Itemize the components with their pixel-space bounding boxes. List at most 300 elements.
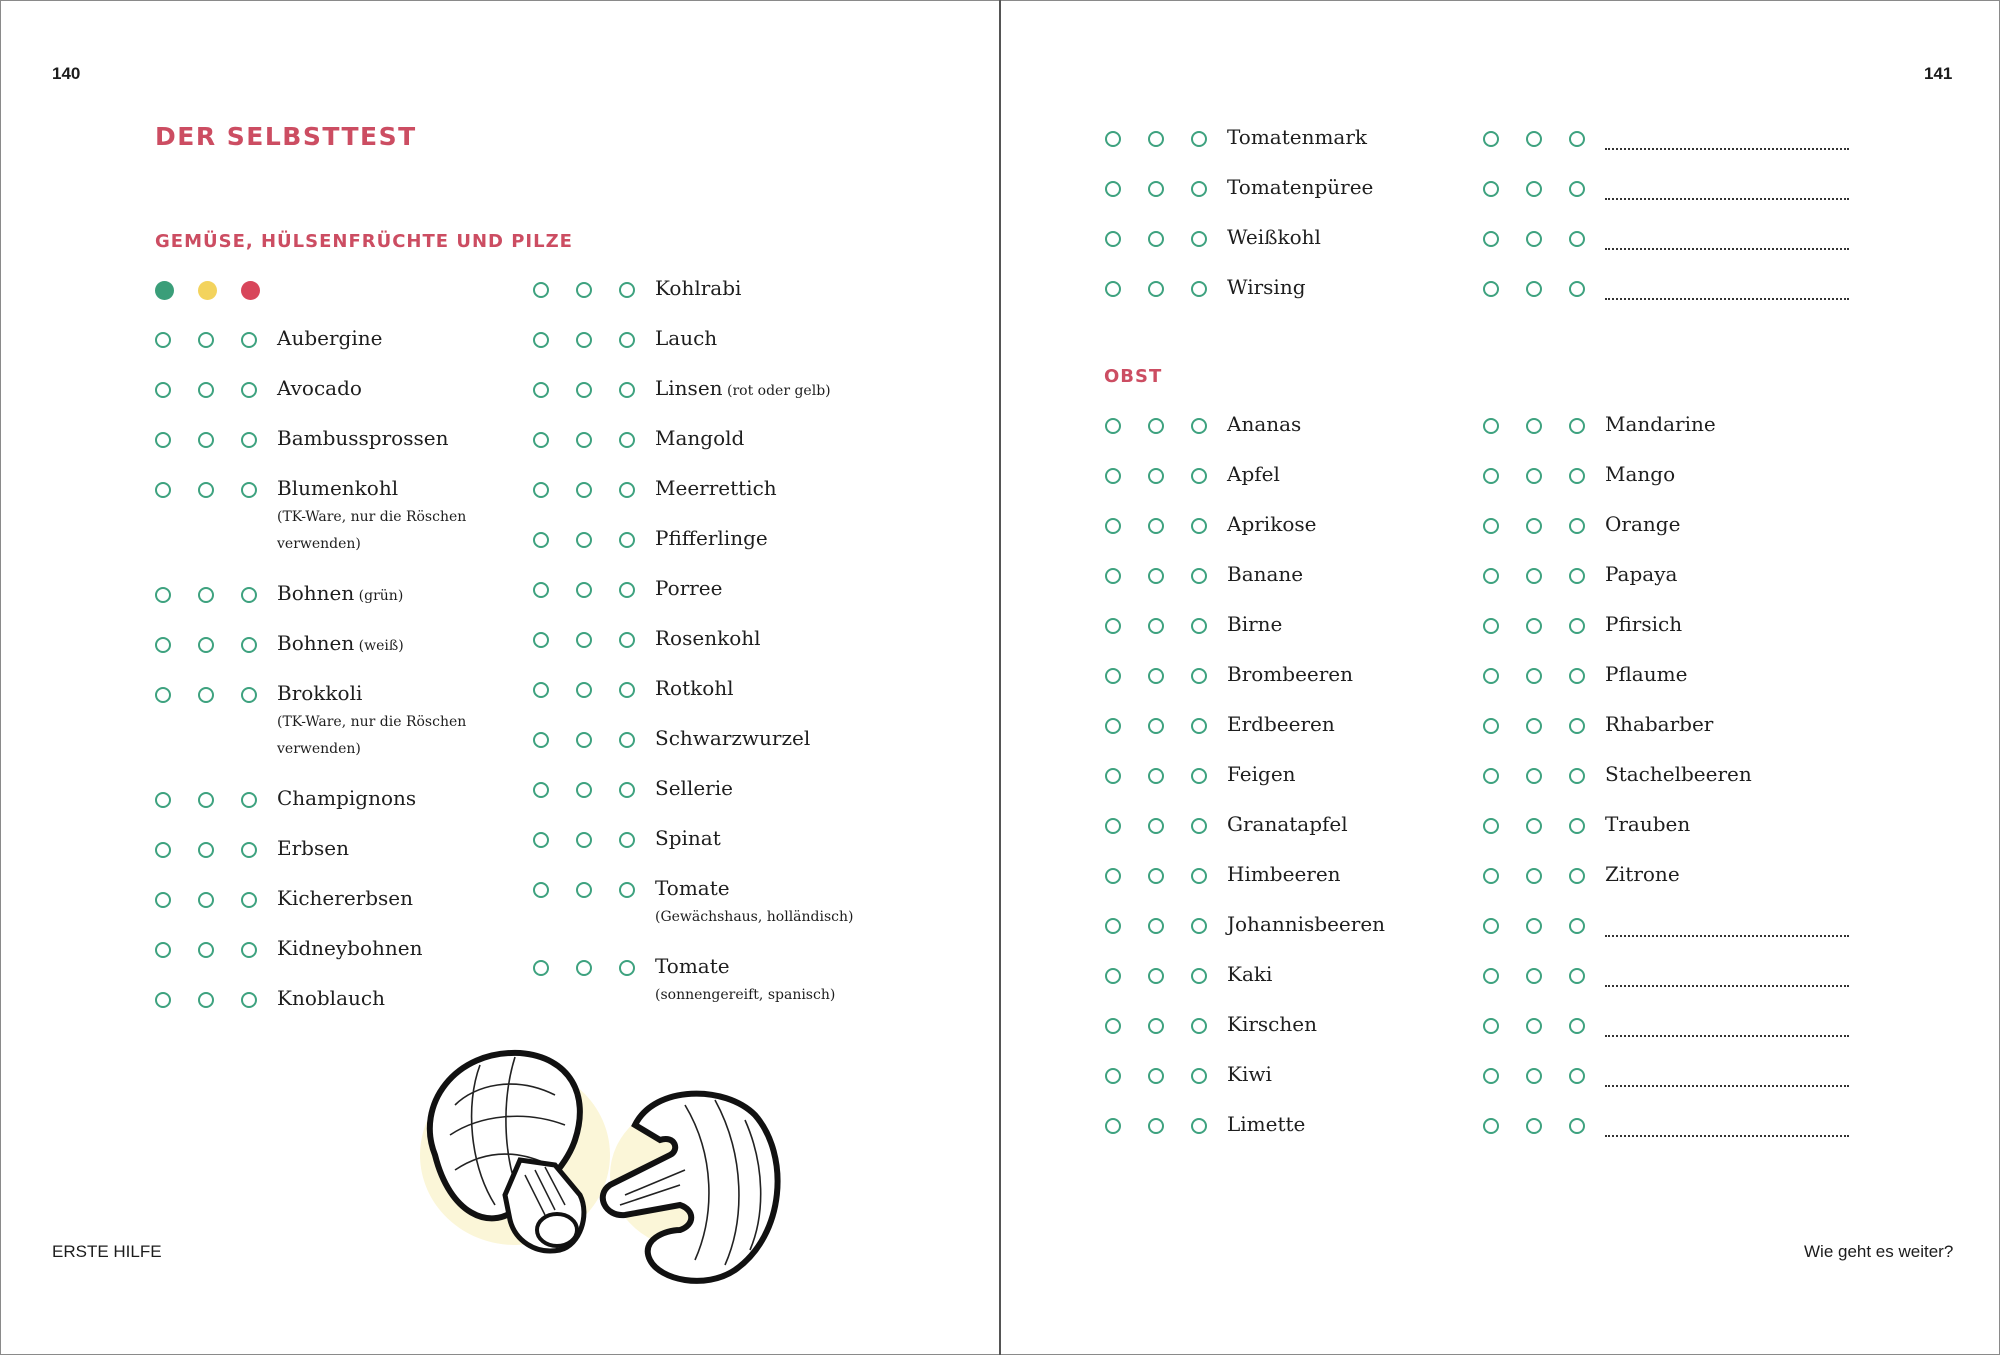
rating-circle-bad[interactable] bbox=[1191, 568, 1207, 584]
rating-circle-good[interactable] bbox=[533, 282, 549, 298]
rating-circle-neutral[interactable] bbox=[1526, 181, 1542, 197]
rating-circle-bad[interactable] bbox=[1569, 418, 1585, 434]
item-note: (sonnengereift, spanisch) bbox=[655, 987, 836, 1003]
rating-circle-good[interactable] bbox=[1105, 1018, 1121, 1034]
item-name: Pfifferlinge bbox=[655, 526, 768, 550]
rating-circle-bad[interactable] bbox=[241, 332, 257, 348]
rating-circle-bad[interactable] bbox=[241, 992, 257, 1008]
item-label bbox=[655, 876, 730, 900]
item-name: Orange bbox=[1605, 512, 1681, 536]
page-number-right: 141 bbox=[1924, 64, 1953, 83]
item-label bbox=[277, 886, 413, 910]
rating-circle-good[interactable] bbox=[1483, 918, 1499, 934]
rating-circle-bad[interactable] bbox=[619, 482, 635, 498]
item-label bbox=[655, 626, 761, 650]
rating-circle-neutral[interactable] bbox=[1148, 918, 1164, 934]
item-label bbox=[1227, 712, 1335, 736]
rating-circle-bad[interactable] bbox=[619, 682, 635, 698]
rating-circle-good[interactable] bbox=[1483, 1068, 1499, 1084]
item-name: Brokkoli bbox=[277, 681, 363, 705]
rating-circle-neutral[interactable] bbox=[1526, 918, 1542, 934]
rating-circle-good[interactable] bbox=[1105, 968, 1121, 984]
rating-circle-neutral[interactable] bbox=[1526, 281, 1542, 297]
item-name: Himbeeren bbox=[1227, 862, 1341, 886]
rating-circle-bad[interactable] bbox=[1569, 718, 1585, 734]
rating-circle-neutral[interactable] bbox=[576, 482, 592, 498]
rating-circle-neutral[interactable] bbox=[198, 792, 214, 808]
rating-circle-neutral[interactable] bbox=[1148, 418, 1164, 434]
item-label bbox=[1227, 612, 1282, 636]
item-name: Knoblauch bbox=[277, 986, 385, 1010]
rating-circle-bad[interactable] bbox=[619, 732, 635, 748]
item-label bbox=[1227, 412, 1301, 436]
rating-circle-good[interactable] bbox=[155, 382, 171, 398]
rating-circle-bad[interactable] bbox=[241, 482, 257, 498]
rating-circle-neutral[interactable] bbox=[576, 382, 592, 398]
item-note: (TK-Ware, nur die Röschen verwenden) bbox=[277, 509, 467, 552]
footer-right: Wie geht es weiter? bbox=[1804, 1242, 1954, 1261]
item-label bbox=[1605, 512, 1680, 536]
rating-circle-good[interactable] bbox=[1483, 668, 1499, 684]
rating-circle-good[interactable] bbox=[1483, 568, 1499, 584]
item-name: Bambussprossen bbox=[277, 426, 449, 450]
rating-circle-bad[interactable] bbox=[619, 882, 635, 898]
item-label bbox=[655, 476, 777, 500]
item-label bbox=[1605, 612, 1682, 636]
item-qualifier: (grün) bbox=[354, 588, 404, 604]
item-name: Linsen bbox=[655, 376, 723, 400]
rating-circle-good[interactable] bbox=[533, 582, 549, 598]
rating-circle-good[interactable] bbox=[533, 732, 549, 748]
rating-circle-bad[interactable] bbox=[1191, 418, 1207, 434]
item-name: Meerrettich bbox=[655, 476, 777, 500]
item-label bbox=[1227, 275, 1306, 299]
rating-circle-good[interactable] bbox=[1105, 818, 1121, 834]
rating-circle-bad[interactable] bbox=[619, 632, 635, 648]
rating-circle-neutral[interactable] bbox=[198, 842, 214, 858]
rating-circle-bad[interactable] bbox=[1569, 1068, 1585, 1084]
item-name: Erbsen bbox=[277, 836, 349, 860]
rating-circle-bad[interactable] bbox=[1191, 668, 1207, 684]
rating-circle-neutral[interactable] bbox=[1148, 618, 1164, 634]
rating-circle-neutral[interactable] bbox=[576, 682, 592, 698]
item-label bbox=[277, 326, 382, 350]
rating-circle-good[interactable] bbox=[533, 782, 549, 798]
section-title-obst: OBST bbox=[1104, 366, 1163, 387]
rating-circle-good[interactable] bbox=[155, 587, 171, 603]
item-qualifier: (weiß) bbox=[354, 638, 404, 654]
rating-circle-neutral[interactable] bbox=[576, 632, 592, 648]
rating-circle-bad[interactable] bbox=[1191, 468, 1207, 484]
item-name: Kirschen bbox=[1227, 1012, 1317, 1036]
item-label bbox=[277, 426, 448, 450]
item-label bbox=[655, 526, 768, 550]
rating-circle-good[interactable] bbox=[533, 532, 549, 548]
rating-circle-neutral[interactable] bbox=[1148, 231, 1164, 247]
item-name: Aprikose bbox=[1227, 512, 1317, 536]
item-label bbox=[277, 581, 403, 605]
rating-circle-good[interactable] bbox=[533, 382, 549, 398]
rating-circle-good[interactable] bbox=[1483, 231, 1499, 247]
rating-circle-neutral[interactable] bbox=[1526, 718, 1542, 734]
item-name: Mandarine bbox=[1605, 412, 1716, 436]
blank-write-in-line[interactable] bbox=[1605, 915, 1849, 937]
rating-circle-bad[interactable] bbox=[619, 432, 635, 448]
rating-circle-neutral[interactable] bbox=[1148, 968, 1164, 984]
rating-circle-good[interactable] bbox=[155, 992, 171, 1008]
rating-circle-neutral[interactable] bbox=[1526, 231, 1542, 247]
rating-circle-good[interactable] bbox=[155, 942, 171, 958]
rating-circle-neutral[interactable] bbox=[576, 532, 592, 548]
red-dot-icon bbox=[241, 281, 260, 300]
rating-circle-bad[interactable] bbox=[1191, 968, 1207, 984]
rating-circle-neutral[interactable] bbox=[198, 892, 214, 908]
blank-write-in-line[interactable] bbox=[1605, 278, 1849, 300]
rating-circle-good[interactable] bbox=[1483, 768, 1499, 784]
rating-circle-neutral[interactable] bbox=[198, 687, 214, 703]
rating-circle-good[interactable] bbox=[533, 632, 549, 648]
item-name: Spinat bbox=[655, 826, 721, 850]
rating-circle-bad[interactable] bbox=[1569, 468, 1585, 484]
item-label bbox=[277, 836, 349, 860]
rating-circle-good[interactable] bbox=[1483, 868, 1499, 884]
rating-circle-good[interactable] bbox=[533, 682, 549, 698]
rating-circle-neutral[interactable] bbox=[1148, 718, 1164, 734]
rating-circle-good[interactable] bbox=[1105, 181, 1121, 197]
rating-circle-good[interactable] bbox=[533, 960, 549, 976]
rating-circle-good[interactable] bbox=[533, 882, 549, 898]
item-label bbox=[1227, 175, 1373, 199]
rating-circle-good[interactable] bbox=[533, 832, 549, 848]
rating-circle-neutral[interactable] bbox=[1526, 568, 1542, 584]
item-name: Kiwi bbox=[1227, 1062, 1272, 1086]
rating-circle-neutral[interactable] bbox=[576, 732, 592, 748]
rating-circle-good[interactable] bbox=[533, 482, 549, 498]
item-name: Ananas bbox=[1227, 412, 1302, 436]
rating-circle-neutral[interactable] bbox=[1526, 818, 1542, 834]
item-name: Brombeeren bbox=[1227, 662, 1354, 686]
item-label bbox=[277, 986, 385, 1010]
rating-circle-good[interactable] bbox=[1105, 231, 1121, 247]
item-name: Granatapfel bbox=[1227, 812, 1348, 836]
rating-circle-bad[interactable] bbox=[241, 382, 257, 398]
rating-circle-good[interactable] bbox=[1105, 518, 1121, 534]
rating-circle-bad[interactable] bbox=[1569, 181, 1585, 197]
rating-circle-bad[interactable] bbox=[619, 382, 635, 398]
item-name: Tomate bbox=[655, 954, 730, 978]
rating-circle-bad[interactable] bbox=[241, 892, 257, 908]
rating-circle-bad[interactable] bbox=[1191, 768, 1207, 784]
item-name: Pflaume bbox=[1605, 662, 1688, 686]
footer-left: ERSTE HILFE bbox=[52, 1242, 162, 1261]
rating-circle-bad[interactable] bbox=[1569, 918, 1585, 934]
item-label bbox=[1227, 125, 1367, 149]
item-name: Limette bbox=[1227, 1112, 1306, 1136]
rating-circle-bad[interactable] bbox=[241, 842, 257, 858]
rating-circle-neutral[interactable] bbox=[1526, 668, 1542, 684]
rating-circle-good[interactable] bbox=[1105, 868, 1121, 884]
rating-circle-neutral[interactable] bbox=[1148, 518, 1164, 534]
rating-circle-bad[interactable] bbox=[1569, 618, 1585, 634]
rating-circle-good[interactable] bbox=[1483, 1118, 1499, 1134]
item-label bbox=[1227, 962, 1272, 986]
rating-circle-bad[interactable] bbox=[1569, 668, 1585, 684]
item-name: Mangold bbox=[655, 426, 745, 450]
item-name: Tomate bbox=[655, 876, 730, 900]
rating-circle-good[interactable] bbox=[1483, 618, 1499, 634]
rating-circle-bad[interactable] bbox=[1569, 1118, 1585, 1134]
rating-circle-good[interactable] bbox=[1483, 181, 1499, 197]
rating-circle-neutral[interactable] bbox=[1148, 818, 1164, 834]
rating-circle-neutral[interactable] bbox=[1526, 618, 1542, 634]
item-name: Apfel bbox=[1227, 462, 1280, 486]
rating-circle-bad[interactable] bbox=[1569, 131, 1585, 147]
rating-circle-neutral[interactable] bbox=[1148, 868, 1164, 884]
rating-circle-good[interactable] bbox=[155, 687, 171, 703]
rating-circle-neutral[interactable] bbox=[1148, 131, 1164, 147]
item-name: Birne bbox=[1227, 612, 1283, 636]
rating-circle-neutral[interactable] bbox=[1526, 868, 1542, 884]
rating-circle-bad[interactable] bbox=[241, 687, 257, 703]
rating-circle-bad[interactable] bbox=[241, 432, 257, 448]
rating-circle-neutral[interactable] bbox=[1148, 668, 1164, 684]
item-name: Kohlrabi bbox=[655, 276, 742, 300]
item-label bbox=[1227, 512, 1316, 536]
rating-circle-bad[interactable] bbox=[1191, 718, 1207, 734]
rating-circle-bad[interactable] bbox=[241, 942, 257, 958]
rating-circle-bad[interactable] bbox=[1569, 281, 1585, 297]
rating-circle-bad[interactable] bbox=[1569, 768, 1585, 784]
rating-circle-bad[interactable] bbox=[1191, 181, 1207, 197]
rating-circle-neutral[interactable] bbox=[576, 960, 592, 976]
blank-write-in-line[interactable] bbox=[1605, 1015, 1849, 1037]
rating-circle-good[interactable] bbox=[1483, 818, 1499, 834]
rating-circle-bad[interactable] bbox=[1191, 1018, 1207, 1034]
rating-circle-neutral[interactable] bbox=[1148, 568, 1164, 584]
item-name: Bohnen bbox=[277, 631, 355, 655]
rating-circle-good[interactable] bbox=[1105, 768, 1121, 784]
item-label bbox=[1227, 562, 1303, 586]
rating-circle-bad[interactable] bbox=[1191, 131, 1207, 147]
rating-circle-bad[interactable] bbox=[1569, 568, 1585, 584]
item-label bbox=[655, 376, 831, 400]
rating-circle-neutral[interactable] bbox=[576, 582, 592, 598]
item-label bbox=[1605, 712, 1713, 736]
rating-circle-bad[interactable] bbox=[1191, 1068, 1207, 1084]
rating-circle-good[interactable] bbox=[1483, 518, 1499, 534]
item-label bbox=[1227, 1012, 1317, 1036]
rating-circle-good[interactable] bbox=[1483, 281, 1499, 297]
rating-circle-bad[interactable] bbox=[619, 960, 635, 976]
rating-circle-bad[interactable] bbox=[1569, 1018, 1585, 1034]
rating-circle-bad[interactable] bbox=[1191, 281, 1207, 297]
rating-circle-neutral[interactable] bbox=[1148, 768, 1164, 784]
rating-circle-good[interactable] bbox=[1483, 1018, 1499, 1034]
item-label bbox=[1227, 812, 1348, 836]
rating-circle-bad[interactable] bbox=[1569, 518, 1585, 534]
item-label bbox=[1227, 912, 1385, 936]
blank-write-in-line[interactable] bbox=[1605, 1065, 1849, 1087]
rating-circle-neutral[interactable] bbox=[576, 282, 592, 298]
rating-circle-neutral[interactable] bbox=[198, 637, 214, 653]
rating-circle-neutral[interactable] bbox=[198, 482, 214, 498]
rating-circle-bad[interactable] bbox=[619, 532, 635, 548]
book-spine bbox=[999, 0, 1001, 1355]
rating-circle-neutral[interactable] bbox=[1148, 1018, 1164, 1034]
rating-circle-good[interactable] bbox=[1105, 131, 1121, 147]
rating-circle-neutral[interactable] bbox=[198, 332, 214, 348]
rating-circle-good[interactable] bbox=[1483, 418, 1499, 434]
item-name: Lauch bbox=[655, 326, 718, 350]
item-name: Wirsing bbox=[1227, 275, 1306, 299]
item-label bbox=[1227, 762, 1296, 786]
item-label bbox=[1227, 462, 1280, 486]
rating-circle-neutral[interactable] bbox=[1526, 131, 1542, 147]
rating-circle-bad[interactable] bbox=[241, 587, 257, 603]
rating-circle-good[interactable] bbox=[1105, 568, 1121, 584]
rating-circle-good[interactable] bbox=[1105, 281, 1121, 297]
item-name: Johannisbeeren bbox=[1227, 912, 1386, 936]
item-label bbox=[655, 326, 717, 350]
blank-write-in-line[interactable] bbox=[1605, 128, 1849, 150]
item-name: Trauben bbox=[1605, 812, 1691, 836]
rating-circle-good[interactable] bbox=[1483, 718, 1499, 734]
rating-circle-good[interactable] bbox=[1105, 918, 1121, 934]
rating-circle-good[interactable] bbox=[1483, 131, 1499, 147]
item-name: Tomatenmark bbox=[1227, 125, 1368, 149]
item-name: Aubergine bbox=[277, 326, 383, 350]
rating-circle-neutral[interactable] bbox=[1148, 281, 1164, 297]
blank-write-in-line[interactable] bbox=[1605, 178, 1849, 200]
rating-circle-good[interactable] bbox=[1105, 618, 1121, 634]
rating-circle-bad[interactable] bbox=[619, 582, 635, 598]
item-name: Papaya bbox=[1605, 562, 1678, 586]
rating-circle-bad[interactable] bbox=[241, 792, 257, 808]
item-name: Weißkohl bbox=[1227, 225, 1321, 249]
rating-circle-neutral[interactable] bbox=[576, 782, 592, 798]
rating-circle-neutral[interactable] bbox=[198, 992, 214, 1008]
rating-circle-neutral[interactable] bbox=[1148, 1118, 1164, 1134]
rating-circle-neutral[interactable] bbox=[1526, 1018, 1542, 1034]
rating-circle-bad[interactable] bbox=[1569, 818, 1585, 834]
rating-circle-good[interactable] bbox=[1483, 468, 1499, 484]
rating-circle-bad[interactable] bbox=[619, 332, 635, 348]
rating-circle-neutral[interactable] bbox=[576, 882, 592, 898]
rating-circle-bad[interactable] bbox=[619, 282, 635, 298]
item-label bbox=[655, 676, 734, 700]
rating-circle-bad[interactable] bbox=[1569, 868, 1585, 884]
item-note: (TK-Ware, nur die Röschen verwenden) bbox=[277, 714, 467, 757]
rating-circle-good[interactable] bbox=[1483, 968, 1499, 984]
item-name: Sellerie bbox=[655, 776, 733, 800]
rating-circle-neutral[interactable] bbox=[1526, 418, 1542, 434]
rating-circle-good[interactable] bbox=[155, 637, 171, 653]
rating-circle-good[interactable] bbox=[155, 842, 171, 858]
rating-circle-bad[interactable] bbox=[241, 637, 257, 653]
item-label bbox=[1605, 662, 1687, 686]
item-label bbox=[277, 786, 416, 810]
page-title: DER SELBSTTEST bbox=[155, 122, 417, 151]
blank-write-in-line[interactable] bbox=[1605, 1115, 1849, 1137]
rating-circle-good[interactable] bbox=[155, 792, 171, 808]
rating-circle-neutral[interactable] bbox=[576, 432, 592, 448]
green-dot-icon bbox=[155, 281, 174, 300]
mushrooms-illustration bbox=[395, 1045, 815, 1285]
rating-circle-neutral[interactable] bbox=[576, 332, 592, 348]
rating-circle-good[interactable] bbox=[1105, 1118, 1121, 1134]
item-name: Banane bbox=[1227, 562, 1304, 586]
rating-circle-good[interactable] bbox=[1105, 668, 1121, 684]
rating-circle-good[interactable] bbox=[533, 332, 549, 348]
rating-circle-good[interactable] bbox=[1105, 468, 1121, 484]
item-note: (Gewächshaus, holländisch) bbox=[655, 909, 854, 925]
rating-circle-neutral[interactable] bbox=[198, 942, 214, 958]
item-label bbox=[1605, 462, 1675, 486]
rating-circle-neutral[interactable] bbox=[198, 587, 214, 603]
item-label bbox=[655, 576, 722, 600]
rating-circle-good[interactable] bbox=[533, 432, 549, 448]
rating-circle-good[interactable] bbox=[155, 432, 171, 448]
item-name: Kichererbsen bbox=[277, 886, 413, 910]
rating-circle-bad[interactable] bbox=[1191, 1118, 1207, 1134]
item-qualifier: (rot oder gelb) bbox=[722, 383, 831, 399]
rating-circle-bad[interactable] bbox=[1191, 868, 1207, 884]
rating-circle-good[interactable] bbox=[1105, 718, 1121, 734]
rating-circle-bad[interactable] bbox=[619, 782, 635, 798]
item-name: Stachelbeeren bbox=[1605, 762, 1752, 786]
rating-circle-neutral[interactable] bbox=[1526, 518, 1542, 534]
rating-circle-good[interactable] bbox=[1105, 418, 1121, 434]
rating-circle-neutral[interactable] bbox=[1148, 181, 1164, 197]
rating-circle-bad[interactable] bbox=[1569, 968, 1585, 984]
rating-circle-bad[interactable] bbox=[1191, 618, 1207, 634]
rating-circle-neutral[interactable] bbox=[576, 832, 592, 848]
rating-circle-bad[interactable] bbox=[1191, 818, 1207, 834]
item-name: Tomatenpüree bbox=[1227, 175, 1374, 199]
blank-write-in-line[interactable] bbox=[1605, 965, 1849, 987]
blank-write-in-line[interactable] bbox=[1605, 228, 1849, 250]
item-name: Schwarzwurzel bbox=[655, 726, 811, 750]
rating-circle-bad[interactable] bbox=[1191, 231, 1207, 247]
rating-circle-bad[interactable] bbox=[619, 832, 635, 848]
rating-circle-neutral[interactable] bbox=[198, 432, 214, 448]
rating-circle-neutral[interactable] bbox=[1526, 468, 1542, 484]
item-name: Zitrone bbox=[1605, 862, 1680, 886]
rating-circle-neutral[interactable] bbox=[1148, 1068, 1164, 1084]
rating-circle-good[interactable] bbox=[1105, 1068, 1121, 1084]
item-label bbox=[1227, 1062, 1272, 1086]
rating-circle-neutral[interactable] bbox=[1526, 768, 1542, 784]
rating-circle-bad[interactable] bbox=[1191, 518, 1207, 534]
rating-circle-bad[interactable] bbox=[1191, 918, 1207, 934]
rating-circle-neutral[interactable] bbox=[1148, 468, 1164, 484]
rating-circle-good[interactable] bbox=[155, 892, 171, 908]
rating-circle-neutral[interactable] bbox=[198, 382, 214, 398]
rating-circle-neutral[interactable] bbox=[1526, 1118, 1542, 1134]
rating-circle-neutral[interactable] bbox=[1526, 968, 1542, 984]
item-label bbox=[1227, 662, 1353, 686]
rating-circle-good[interactable] bbox=[155, 332, 171, 348]
item-label bbox=[1227, 1112, 1305, 1136]
item-label bbox=[655, 776, 733, 800]
item-label bbox=[655, 726, 810, 750]
rating-circle-neutral[interactable] bbox=[1526, 1068, 1542, 1084]
item-label bbox=[277, 376, 362, 400]
item-label bbox=[1227, 862, 1341, 886]
rating-circle-good[interactable] bbox=[155, 482, 171, 498]
rating-circle-bad[interactable] bbox=[1569, 231, 1585, 247]
yellow-dot-icon bbox=[198, 281, 217, 300]
